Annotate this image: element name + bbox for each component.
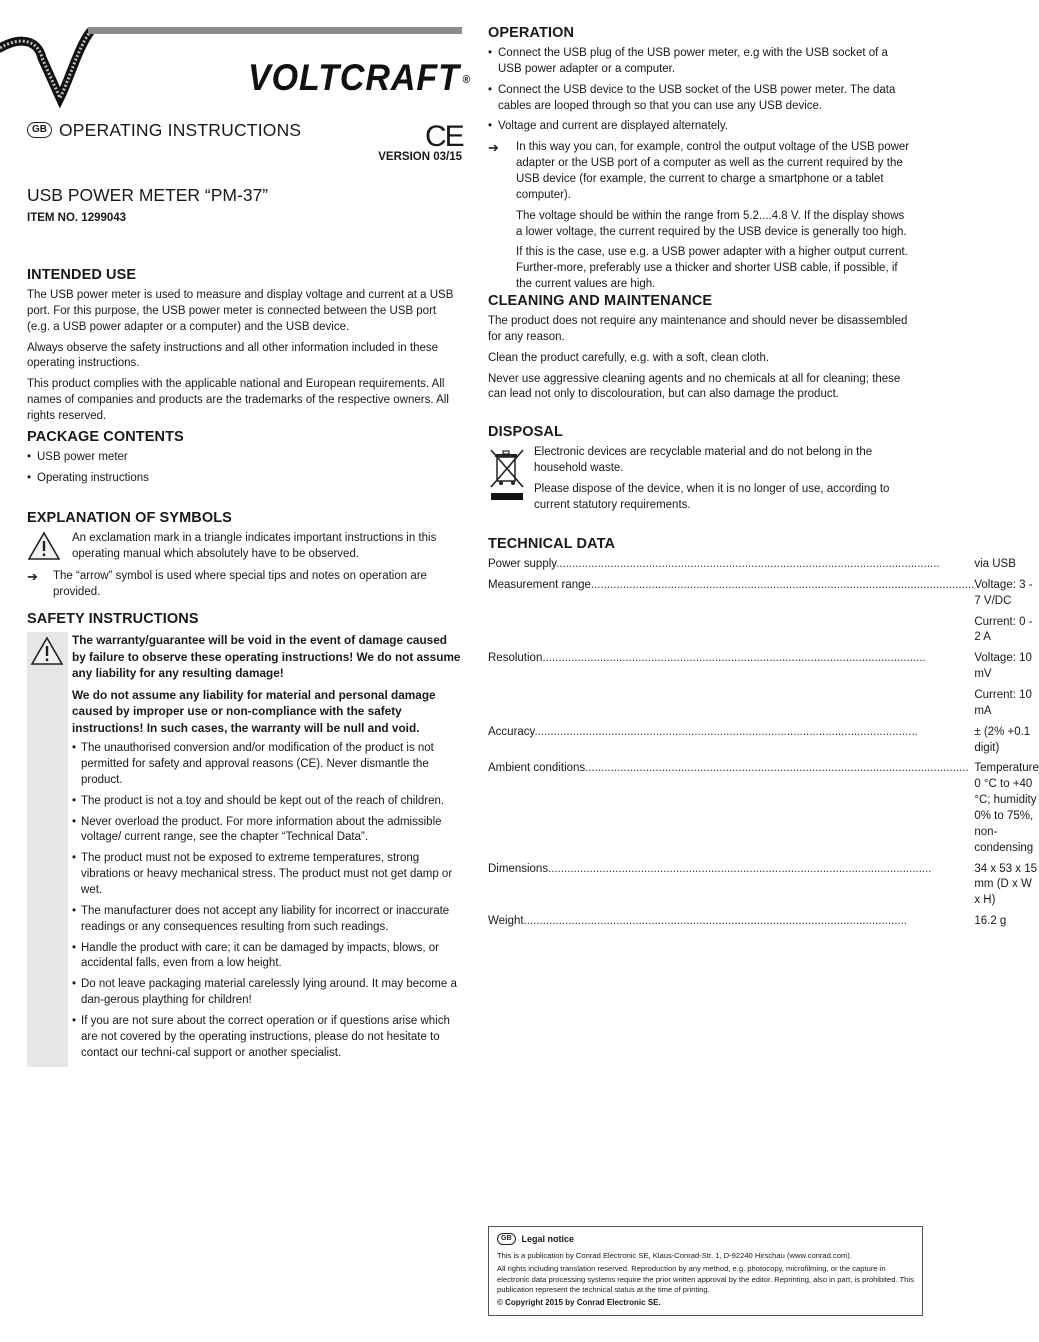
package-contents-section <box>27 427 462 492</box>
disposal-row <box>488 445 913 518</box>
triangle-symbol-text: An exclamation mark in a triangle indicates important instructions in this operating manual which absolutely have to be observed. <box>72 532 437 560</box>
cleaning-paragraph: Clean the product carefully, e.g. with a soft, clean cloth. <box>488 351 770 364</box>
copyright-text: © Copyright 2015 by Conrad Electronic SE. <box>497 1298 661 1308</box>
warning-triangle-icon <box>27 531 61 561</box>
spec-value: Voltage: 3 - 7 V/DC <box>974 578 1033 607</box>
spec-value: ± (2% +0.1 digit) <box>974 725 1031 754</box>
intended-use-paragraph: The USB power meter is used to measure and display voltage and current at a USB port. For this purpose, the USB power meter is connected between the USB port (e.g. a USB power adapter or a computer) and the USB device. <box>27 289 454 333</box>
disposal-paragraph: Electronic devices are recyclable material and do not belong in the household waste. <box>534 446 873 474</box>
spec-value: Voltage: 10 mV <box>974 652 1032 681</box>
legal-notice-title: GB Legal notice <box>497 1233 914 1245</box>
table-row <box>488 578 1039 615</box>
operating-instructions-heading: GB OPERATING INSTRUCTIONS <box>27 118 301 142</box>
intended-use-section <box>27 265 462 430</box>
safety-warning: The warranty/guarantee will be void in the event of damage caused by failure to observe these operating instructions! We do not assume any liability for any resulting damage! <box>72 633 461 681</box>
operation-heading: OPERATION <box>488 25 575 41</box>
warning-triangle-icon <box>30 636 64 666</box>
technical-data-heading: TECHNICAL DATA <box>488 536 616 552</box>
operation-section <box>488 23 913 298</box>
arrow-right-icon: ➔ <box>27 568 38 584</box>
technical-data-table <box>488 557 1039 935</box>
spec-label: Power supply........................................................................................................................ <box>488 558 940 570</box>
spec-label: Ambient conditions........................................................................................................................ <box>488 762 969 775</box>
list-item: • Connect the USB device to the USB socket of the USB power meter. The data cables are looped through so that you can use any USB device. <box>488 83 913 115</box>
table-row <box>488 725 1039 762</box>
disposal-section <box>488 422 913 518</box>
spec-value: Current: 0 - 2 A <box>974 615 1033 644</box>
legal-notice-box <box>488 1226 923 1316</box>
table-row <box>488 651 1039 688</box>
language-badge: GB <box>27 122 52 138</box>
symbols-section <box>27 508 462 606</box>
header-bar <box>88 27 462 34</box>
spec-label: Weight........................................................................................................................ <box>488 915 908 928</box>
list-item: • Do not leave packaging material carelessly lying around. It may become a dan-gerous plaything for children! <box>72 977 462 1009</box>
safety-content <box>68 632 462 1067</box>
ce-mark: CE <box>425 120 463 153</box>
spec-label: Resolution........................................................................................................................ <box>488 652 926 665</box>
cleaning-paragraph: The product does not require any maintenance and should never be disassembled for any reason. <box>488 315 908 343</box>
list-item: • Never overload the product. For more information about the admissible voltage/ current range, see the chapter “Technical Data”. <box>72 815 462 847</box>
table-row <box>488 615 1039 652</box>
spec-value: Temperature 0 °C to +40 °C; humidity 0% to 75%, non-condensing <box>974 762 1039 854</box>
table-row <box>488 557 1039 578</box>
operation-tip <box>488 140 913 298</box>
legal-paragraph: This is a publication by Conrad Electronic SE, Klaus-Conrad-Str. 1, D-92240 Hirschau (www.conrad.com). <box>497 1251 852 1261</box>
arrow-right-icon: ➔ <box>488 140 499 156</box>
disposal-heading: DISPOSAL <box>488 424 563 440</box>
triangle-symbol-row <box>27 531 462 563</box>
safety-warning: We do not assume any liability for material and personal damage caused by improper use or non-compliance with the safety instructions! In such cases, the warranty will be null and void. <box>72 687 436 735</box>
tip-paragraph: In this way you can, for example, control the output voltage of the USB power adapter or the USB port of a computer as well as the current required by the USB device (for example, the current to charge a smartphone or a tablet computer). <box>516 141 910 201</box>
tip-paragraph: If this is the case, use e.g. a USB power adapter with a higher output current. Further-more, preferably use a thicker and shorter USB cable, if possible, if the current values are high. <box>516 246 908 291</box>
package-contents-heading: PACKAGE CONTENTS <box>27 429 184 445</box>
spec-label <box>488 615 974 652</box>
crossed-bin-icon <box>488 445 528 505</box>
item-number: ITEM NO. 1299043 <box>27 212 127 224</box>
arrow-symbol-row <box>27 569 462 601</box>
list-item: • The manufacturer does not accept any liability for incorrect or inaccurate readings or any consequences resulting from such readings. <box>72 904 462 936</box>
cleaning-section <box>488 291 913 408</box>
list-item: • The unauthorised conversion and/or modification of the product is not permitted for safety and approval reasons (CE). Never dismantle the product. <box>72 741 462 789</box>
spec-label: Dimensions........................................................................................................................ <box>488 862 932 875</box>
spec-value: via USB <box>974 558 1016 570</box>
safety-section <box>27 609 462 1067</box>
version-label: VERSION 03/15 <box>378 151 462 163</box>
table-row <box>488 914 1039 935</box>
spec-value: Current: 10 mA <box>974 689 1032 717</box>
product-title: USB POWER METER “PM-37” <box>27 185 269 205</box>
safety-sidebar <box>27 632 68 1067</box>
intended-use-heading: INTENDED USE <box>27 267 137 283</box>
cable-logo-icon <box>0 18 100 113</box>
cleaning-paragraph: Never use aggressive cleaning agents and no chemicals at all for cleaning; these can lead not only to discolouration, but can also damage the product. <box>488 372 901 401</box>
table-row <box>488 862 1039 915</box>
safety-box <box>27 632 462 1067</box>
disposal-paragraph: Please dispose of the device, when it is no longer of use, according to current statutory requirements. <box>534 482 890 511</box>
table-row <box>488 688 1039 725</box>
header-logo-area <box>0 0 471 110</box>
cleaning-heading: CLEANING AND MAINTENANCE <box>488 293 713 309</box>
list-item: • The product must not be exposed to extreme temperatures, strong vibrations or heavy mechanical stress. The product must not get damp or wet. <box>72 851 462 899</box>
tip-paragraph: The voltage should be within the range from 5.2....4.8 V. If the display shows a lower voltage, the current required by the USB device is generally too high. <box>516 209 907 238</box>
technical-data-section <box>488 534 1039 935</box>
list-item: • Voltage and current are displayed alternately. <box>488 119 913 135</box>
spec-label: Measurement range........................................................................................................................ <box>488 578 975 591</box>
arrow-symbol-text: The “arrow” symbol is used where special tips and notes on operation are provided. <box>53 569 427 598</box>
list-item: • Handle the product with care; it can be damaged by impacts, blows, or accidental falls, even from a low height. <box>72 941 462 973</box>
intended-use-paragraph: Always observe the safety instructions and all other information included in these operating instructions. <box>27 341 439 370</box>
intended-use-paragraph: This product complies with the applicable national and European requirements. All names of companies and products are the trademarks of the respective owners. All rights reserved. <box>27 378 449 423</box>
symbols-heading: EXPLANATION OF SYMBOLS <box>27 510 232 526</box>
table-row <box>488 761 1039 861</box>
safety-heading: SAFETY INSTRUCTIONS <box>27 611 199 627</box>
list-item: • Connect the USB plug of the USB power meter, e.g with the USB socket of a USB power adapter or a computer. <box>488 46 913 78</box>
spec-value: 16.2 g <box>974 915 1007 928</box>
language-badge: GB <box>497 1233 516 1245</box>
list-item: • Operating instructions <box>27 471 462 487</box>
list-item: • USB power meter <box>27 450 462 466</box>
list-item: • If you are not sure about the correct operation or if questions arise which are not covered by the operating instructions, please do not hesitate to contact our techni-cal support or another specialist. <box>72 1014 462 1062</box>
brand-logo: VOLTCRAFT ® <box>248 57 471 98</box>
spec-label: Accuracy........................................................................................................................ <box>488 725 918 738</box>
spec-label <box>488 688 974 725</box>
legal-paragraph: All rights including translation reserved. Reproduction by any method, e.g. photocopy, microfilming, or the capture in electronic data processing systems require the prior written approval by the editor. Reprinting, also in part, is prohibited. This publication represent the technical status at the time of printing. <box>497 1264 914 1294</box>
spec-value: 34 x 53 x 15 mm (D x W x H) <box>974 862 1037 907</box>
list-item: • The product is not a toy and should be kept out of the reach of children. <box>72 794 462 810</box>
